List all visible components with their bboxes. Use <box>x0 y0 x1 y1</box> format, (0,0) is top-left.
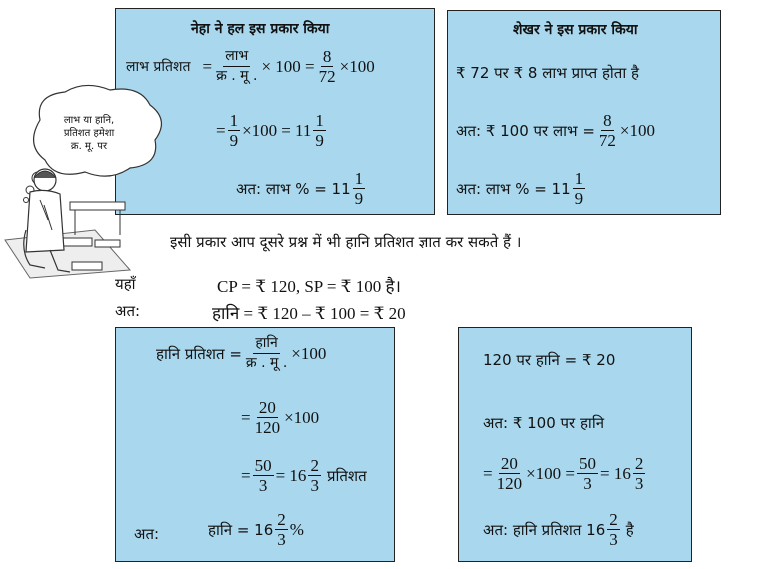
cp-sp-values: CP = ₹ 120, SP = ₹ 100 है। <box>217 277 401 296</box>
shekhar-result <box>456 169 587 208</box>
neha-box-title: नेहा ने हल इस प्रकार किया <box>191 21 330 37</box>
loss-over-cp-fraction <box>244 334 289 373</box>
neha-result <box>236 169 367 208</box>
shekhar-line-2 <box>456 111 655 150</box>
equals-sixteen: = 16 <box>275 465 307 485</box>
fraction-numerator: 2 <box>310 456 319 475</box>
twenty-over-120-fraction <box>495 454 525 493</box>
bubble-line: क्र. मू. पर <box>70 141 108 152</box>
fraction-denominator: क्र . मू . <box>245 355 288 371</box>
loss-equals-16: हानि = 16 <box>208 520 274 539</box>
bubble-line: प्रतिशत हमेशा <box>63 128 115 139</box>
fraction-denominator: 3 <box>609 530 618 549</box>
profit-over-cp-fraction <box>214 47 259 86</box>
shekhar-solution-box <box>447 10 721 215</box>
loss-percent-final: अत: हानि प्रतिशत 16 <box>483 520 606 539</box>
fraction-denominator: 120 <box>254 418 281 437</box>
equals-sign: = <box>241 465 251 485</box>
equals-sixteen: = 16 <box>600 463 631 483</box>
loss-line-1 <box>156 334 326 373</box>
fraction-numerator: लाभ <box>223 47 250 67</box>
profit-on-100-label: अत: ₹ 100 पर लाभ = <box>456 121 595 140</box>
loss-line-2 <box>241 398 319 437</box>
shekhar-box-title: शेखर ने इस प्रकार किया <box>513 22 638 38</box>
one-over-nine-fraction <box>228 111 241 150</box>
neha-line-2: = $\frac{1}{9}$ ×100 = 11 $\frac{1}{9}$ <box>216 111 324 150</box>
girl-thinking-illustration <box>0 80 190 280</box>
loss-percent-box-left <box>115 327 395 562</box>
shekhar-line-1: ₹ 72 पर ₹ 8 लाभ प्राप्त होता है <box>456 64 639 82</box>
fraction-numerator: 8 <box>603 111 612 130</box>
fraction-numerator: 50 <box>579 454 597 473</box>
fraction-numerator: 2 <box>277 510 286 529</box>
fraction-numerator: 1 <box>315 111 324 130</box>
fraction-denominator: 9 <box>315 131 324 150</box>
fraction-numerator: 1 <box>229 111 239 130</box>
fraction-denominator: 9 <box>354 189 364 208</box>
fifty-over-three-fraction <box>253 456 274 495</box>
mixed-fraction <box>308 456 321 495</box>
fraction-numerator: 2 <box>634 454 644 473</box>
times-100: ×100 <box>284 407 320 427</box>
equals-eleven: = 11 <box>281 120 312 140</box>
fraction-numerator: 8 <box>322 47 332 66</box>
so-label: अत: <box>134 525 160 543</box>
thought-bubble-text <box>44 114 134 153</box>
fraction-denominator: 9 <box>229 131 239 150</box>
fraction-denominator: क्र . मू . <box>216 68 258 84</box>
fraction-numerator: 2 <box>609 510 618 529</box>
fraction-numerator: 1 <box>354 169 364 188</box>
fraction-numerator: 50 <box>254 456 272 475</box>
profit-percent-result: अत: लाभ % = 11 <box>236 179 351 198</box>
loss-calculation: हानि = ₹ 120 – ₹ 100 = ₹ 20 <box>212 304 406 323</box>
times-100: × 100 = <box>261 56 315 76</box>
final-fraction <box>607 510 620 549</box>
fraction-numerator: हानि <box>253 334 279 354</box>
fraction-denominator: 9 <box>574 189 584 208</box>
final-fraction <box>275 510 288 549</box>
loss-percent-label: हानि प्रतिशत = <box>156 344 242 363</box>
fraction-denominator: 120 <box>496 474 523 493</box>
times-100: ×100 <box>291 343 327 363</box>
profit-percent-result: अत: लाभ % = 11 <box>456 179 571 198</box>
instruction-sentence: इसी प्रकार आप दूसरे प्रश्न में भी हानि प्रतिशत ज्ञात कर सकते हैं । <box>170 233 522 251</box>
loss-right-calc: = $\frac{20}{120}$ ×100 = $\frac{50}{3}$ = 16 $\frac{2}{3}$ <box>483 454 644 493</box>
fraction-denominator: 72 <box>598 131 616 150</box>
equals-sign: = <box>202 56 213 76</box>
loss-on-100-line: अत: ₹ 100 पर हानि <box>483 414 605 432</box>
times-100: ×100 <box>339 56 375 76</box>
loss-final <box>208 510 304 549</box>
fraction-numerator: 20 <box>500 454 518 473</box>
result-fraction <box>573 169 586 208</box>
percent-word: प्रतिशत <box>326 466 367 485</box>
so-label: अत: <box>115 302 141 320</box>
times-100: ×100 = <box>526 463 576 483</box>
here-label: यहाँ <box>115 275 136 293</box>
fifty-over-three-fraction <box>577 454 598 493</box>
eight-over-72-fraction <box>597 111 618 150</box>
fraction-numerator: 1 <box>574 169 584 188</box>
fraction-denominator: 3 <box>310 476 319 495</box>
loss-right-final <box>483 510 634 549</box>
times-100: ×100 <box>619 120 655 140</box>
fraction-denominator: 72 <box>318 67 336 86</box>
profit-percent-label: लाभ प्रतिशत <box>126 59 191 75</box>
mixed-fraction <box>633 454 646 493</box>
fraction-denominator: 3 <box>634 474 644 493</box>
fraction-denominator: 3 <box>583 474 592 493</box>
is-word: है <box>625 520 634 539</box>
loss-percent-box-right <box>458 327 692 562</box>
bubble-line: लाभ या हानि, <box>63 115 115 126</box>
equals-sign: = <box>241 407 251 427</box>
result-fraction <box>353 169 366 208</box>
fraction-denominator: 3 <box>277 530 286 549</box>
percent-sign: % <box>289 519 304 539</box>
fraction-denominator: 3 <box>258 476 268 495</box>
eight-over-72-fraction <box>317 47 338 86</box>
loss-line-3 <box>241 456 367 495</box>
loss-on-120-line: 120 पर हानि = ₹ 20 <box>483 351 616 369</box>
mixed-fraction <box>313 111 326 150</box>
times-100: ×100 <box>242 120 278 140</box>
fraction-numerator: 20 <box>258 398 276 417</box>
twenty-over-120-fraction <box>253 398 283 437</box>
